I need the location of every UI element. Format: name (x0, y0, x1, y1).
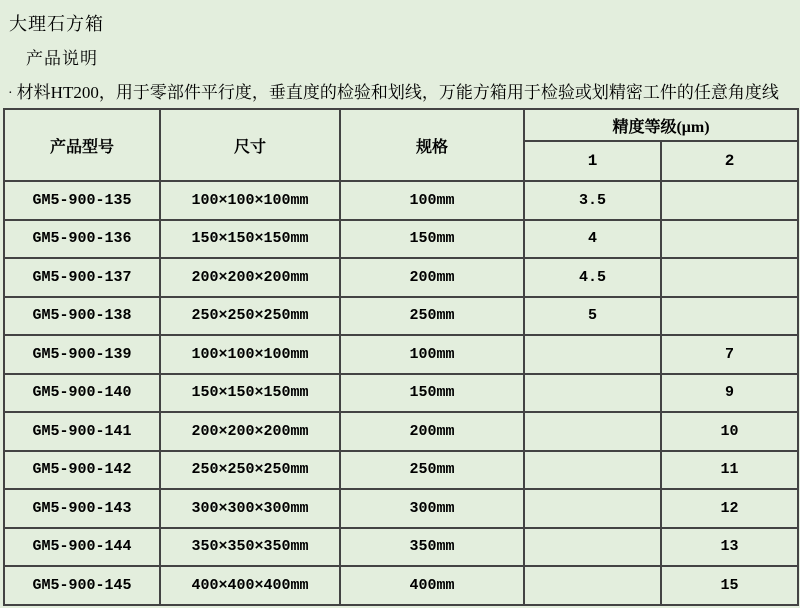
cell-spec: 150mm (340, 374, 524, 413)
cell-model: GM5-900-135 (4, 181, 160, 220)
cell-spec: 250mm (340, 297, 524, 336)
cell-spec: 250mm (340, 451, 524, 490)
table-row (4, 451, 798, 490)
cell-spec: 100mm (340, 181, 524, 220)
cell-size: 250×250×250mm (160, 451, 340, 490)
table-row (4, 181, 798, 220)
cell-g1 (524, 528, 661, 567)
cell-model: GM5-900-136 (4, 220, 160, 259)
header-spec: 规格 (340, 109, 524, 181)
cell-spec: 150mm (340, 220, 524, 259)
table-row (4, 297, 798, 336)
cell-size: 350×350×350mm (160, 528, 340, 567)
cell-size: 150×150×150mm (160, 374, 340, 413)
cell-g2: 12 (661, 489, 798, 528)
cell-model: GM5-900-142 (4, 451, 160, 490)
table-row (4, 374, 798, 413)
cell-g1: 4.5 (524, 258, 661, 297)
cell-spec: 350mm (340, 528, 524, 567)
cell-spec: 200mm (340, 258, 524, 297)
cell-size: 100×100×100mm (160, 181, 340, 220)
product-description-text: 材料HT200，用于零部件平行度，垂直度的检验和划线，万能方箱用于检验或划精密工件的任意角度线 (16, 83, 779, 102)
cell-size: 250×250×250mm (160, 297, 340, 336)
cell-g2: 13 (661, 528, 798, 567)
product-spec-table (3, 108, 799, 606)
cell-g2 (661, 297, 798, 336)
table-row (4, 258, 798, 297)
table-row (4, 220, 798, 259)
header-row-1 (4, 109, 798, 141)
table-header (4, 109, 798, 181)
cell-g1: 4 (524, 220, 661, 259)
cell-g1 (524, 412, 661, 451)
bullet-icon: · (8, 86, 13, 101)
cell-g2: 7 (661, 335, 798, 374)
header-model: 产品型号 (4, 109, 160, 181)
cell-size: 200×200×200mm (160, 412, 340, 451)
cell-g2: 15 (661, 566, 798, 605)
cell-size: 150×150×150mm (160, 220, 340, 259)
header-grade-2: 2 (661, 141, 798, 181)
cell-model: GM5-900-143 (4, 489, 160, 528)
cell-g1 (524, 566, 661, 605)
cell-g1: 5 (524, 297, 661, 336)
cell-size: 300×300×300mm (160, 489, 340, 528)
cell-g1 (524, 489, 661, 528)
header-size: 尺寸 (160, 109, 340, 181)
cell-size: 100×100×100mm (160, 335, 340, 374)
cell-model: GM5-900-141 (4, 412, 160, 451)
cell-g1 (524, 335, 661, 374)
section-subtitle: 产品说明 (26, 49, 98, 68)
cell-g2: 11 (661, 451, 798, 490)
cell-spec: 100mm (340, 335, 524, 374)
table-row (4, 489, 798, 528)
page-title: 大理石方箱 (9, 14, 104, 34)
cell-g2 (661, 181, 798, 220)
cell-model: GM5-900-140 (4, 374, 160, 413)
table-row (4, 528, 798, 567)
cell-model: GM5-900-137 (4, 258, 160, 297)
table-row (4, 566, 798, 605)
cell-g2: 10 (661, 412, 798, 451)
table-body (4, 181, 798, 605)
cell-model: GM5-900-144 (4, 528, 160, 567)
header-grade-1: 1 (524, 141, 661, 181)
cell-g2 (661, 220, 798, 259)
cell-model: GM5-900-138 (4, 297, 160, 336)
cell-model: GM5-900-139 (4, 335, 160, 374)
table-row (4, 412, 798, 451)
cell-size: 400×400×400mm (160, 566, 340, 605)
cell-g1 (524, 451, 661, 490)
cell-spec: 200mm (340, 412, 524, 451)
cell-spec: 300mm (340, 489, 524, 528)
product-description-line (8, 78, 800, 103)
cell-g1 (524, 374, 661, 413)
cell-size: 200×200×200mm (160, 258, 340, 297)
cell-g2 (661, 258, 798, 297)
header-accuracy-group: 精度等级(μm) (524, 109, 798, 141)
table-row (4, 335, 798, 374)
cell-g1: 3.5 (524, 181, 661, 220)
cell-g2: 9 (661, 374, 798, 413)
cell-model: GM5-900-145 (4, 566, 160, 605)
cell-spec: 400mm (340, 566, 524, 605)
